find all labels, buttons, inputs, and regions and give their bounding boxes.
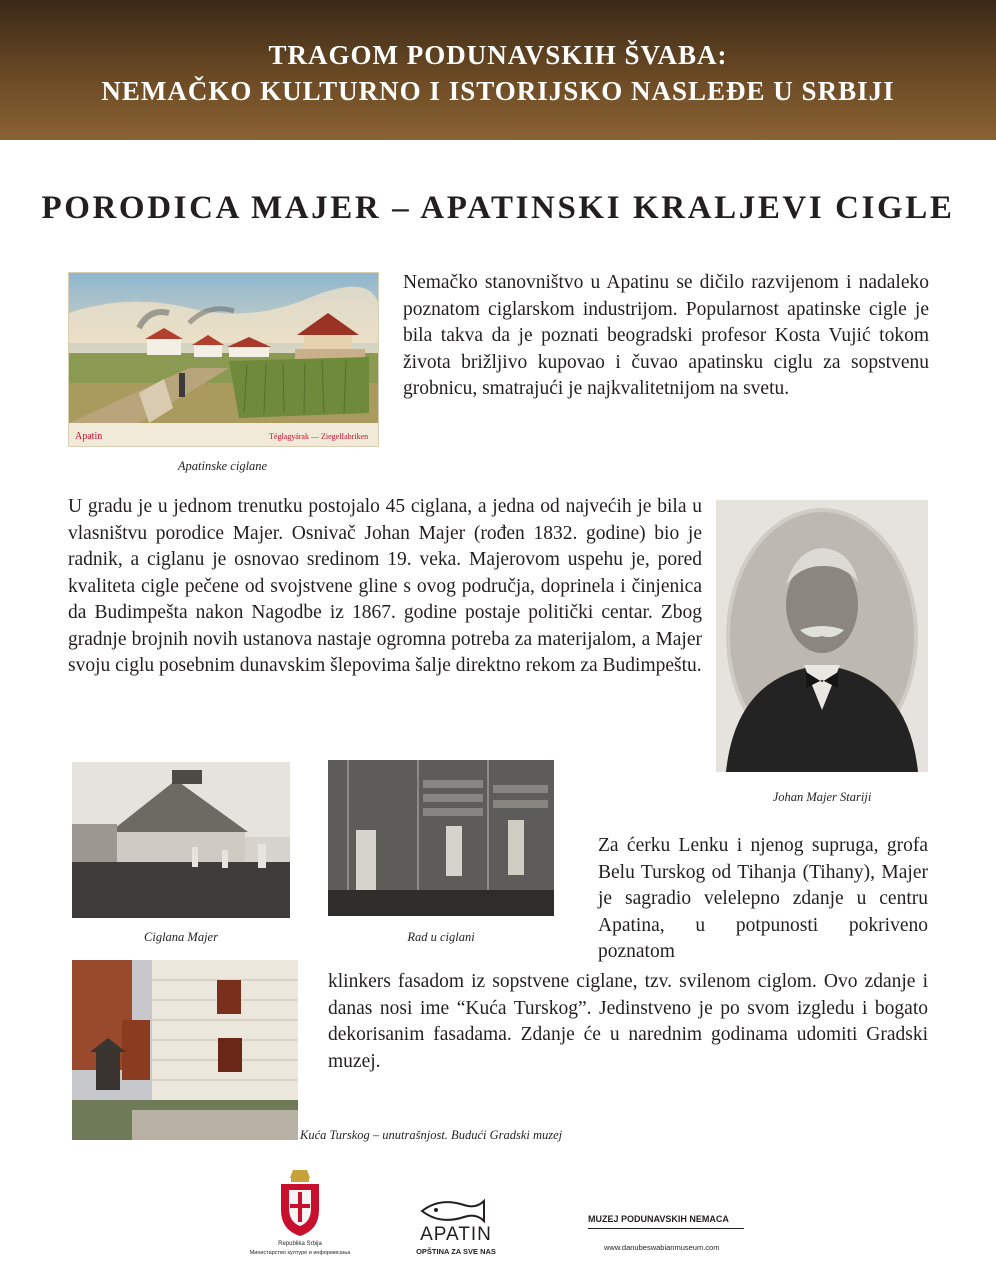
work-in-brickworks-image — [328, 760, 554, 916]
paragraph-turski-house-part2: klinkers fasadom iz sopstvene ciglane, tzv. svilenom ciglom. Ovo zdanje i danas nosi ime “Kuća Turskog”. Jedinstveno je po svom izgledu i bogato dekorisanim fasadama. Zdanje će u narednim godinama udomiti Gradski muzej. — [328, 971, 928, 1072]
header-banner — [0, 0, 996, 140]
turski-house-image — [72, 960, 298, 1140]
brickworks-postcard-illustration — [69, 273, 378, 446]
portrait-image — [716, 500, 928, 772]
paragraph-turski-house-part1: Za ćerku Lenku i njenog supruga, grofa Belu Turskog od Tihanja (Tihany), Majer je sagradio velelepno zdanje u centru Apatina, u potpunosti pokriveno poznatom — [598, 835, 928, 962]
postcard-label-left: Apatin — [75, 431, 103, 442]
caption-portrait: Johan Majer Stariji — [772, 790, 872, 804]
museum-divider — [588, 1228, 744, 1229]
caption-house: Kuća Turskog – unutrašnjost. Budući Gradski muzej — [300, 1128, 563, 1142]
fish-icon — [418, 1193, 494, 1227]
caption-postcard: Apatinske ciglane — [177, 459, 268, 473]
apatin-slogan: OPŠTINA ZA SVE NAS — [416, 1247, 496, 1256]
brickworks-majer-image — [72, 762, 290, 918]
ministry-line-1: Republika Srbija — [278, 1241, 322, 1247]
banner-line-1: TRAGOM PODUNAVSKIH ŠVABA: — [268, 40, 728, 70]
museum-name: MUZEJ PODUNAVSKIH NEMACA — [588, 1214, 729, 1224]
coat-of-arms-icon — [277, 1168, 323, 1238]
postcard-image — [68, 272, 379, 447]
caption-work: Rad u ciglani — [407, 930, 475, 944]
paragraph-intro: Nemačko stanovništvo u Apatinu se dičilo razvijenom i nadaleko poznatom ciglarskom industrijom. Popularnost apatinske cigle je bila takva da je poznati beogradski profesor Kosta Vujić tokom života brižljivo kupovao i čuvao apatinsku ciglu za sopstvenu grobnicu, smatrajući je najkvalitetnijom na svetu. — [403, 272, 929, 399]
caption-brickworks: Ciglana Majer — [144, 930, 218, 944]
paragraph-majer-family: U gradu je u jednom trenutku postojalo 45 ciglana, a jedna od najvećih je bila u vlasništvu porodice Majer. Osnivač Johan Majer (rođen 1832. godine) bio je radnik, a ciglanu je osnovao sredinom 19. veka. Majerovom uspehu je, pored kvaliteta cigle pečene od svojstvene gline s ovog područja, doprinela i činjenica da Budimpešta nakon Nagodbe iz 1867. godine postaje politički centar. Zbog gradnje brojnih novih ustanova nastaje ogromna potreba za materijalom, a Majer svoju ciglu posebnim dunavskim šlepovima šalje direktno rekom za Budimpeštu. — [68, 496, 702, 676]
serbia-coat-of-arms-logo — [277, 1168, 323, 1238]
apatin-name: APATIN — [420, 1224, 492, 1245]
museum-url[interactable]: www.danubeswabianmuseum.com — [604, 1243, 720, 1252]
postcard-label-right: Téglagyárak — Ziegelfabriken — [269, 432, 369, 441]
ministry-line-2: Министарство културе и информисања — [249, 1250, 351, 1256]
banner-line-2: NEMAČKO KULTURNO I ISTORIJSKO NASLEĐE U SRBIJI — [101, 76, 895, 106]
apatin-fish-logo — [418, 1193, 494, 1227]
page-title: PORODICA MAJER – APATINSKI KRALJEVI CIGLE — [41, 190, 955, 226]
